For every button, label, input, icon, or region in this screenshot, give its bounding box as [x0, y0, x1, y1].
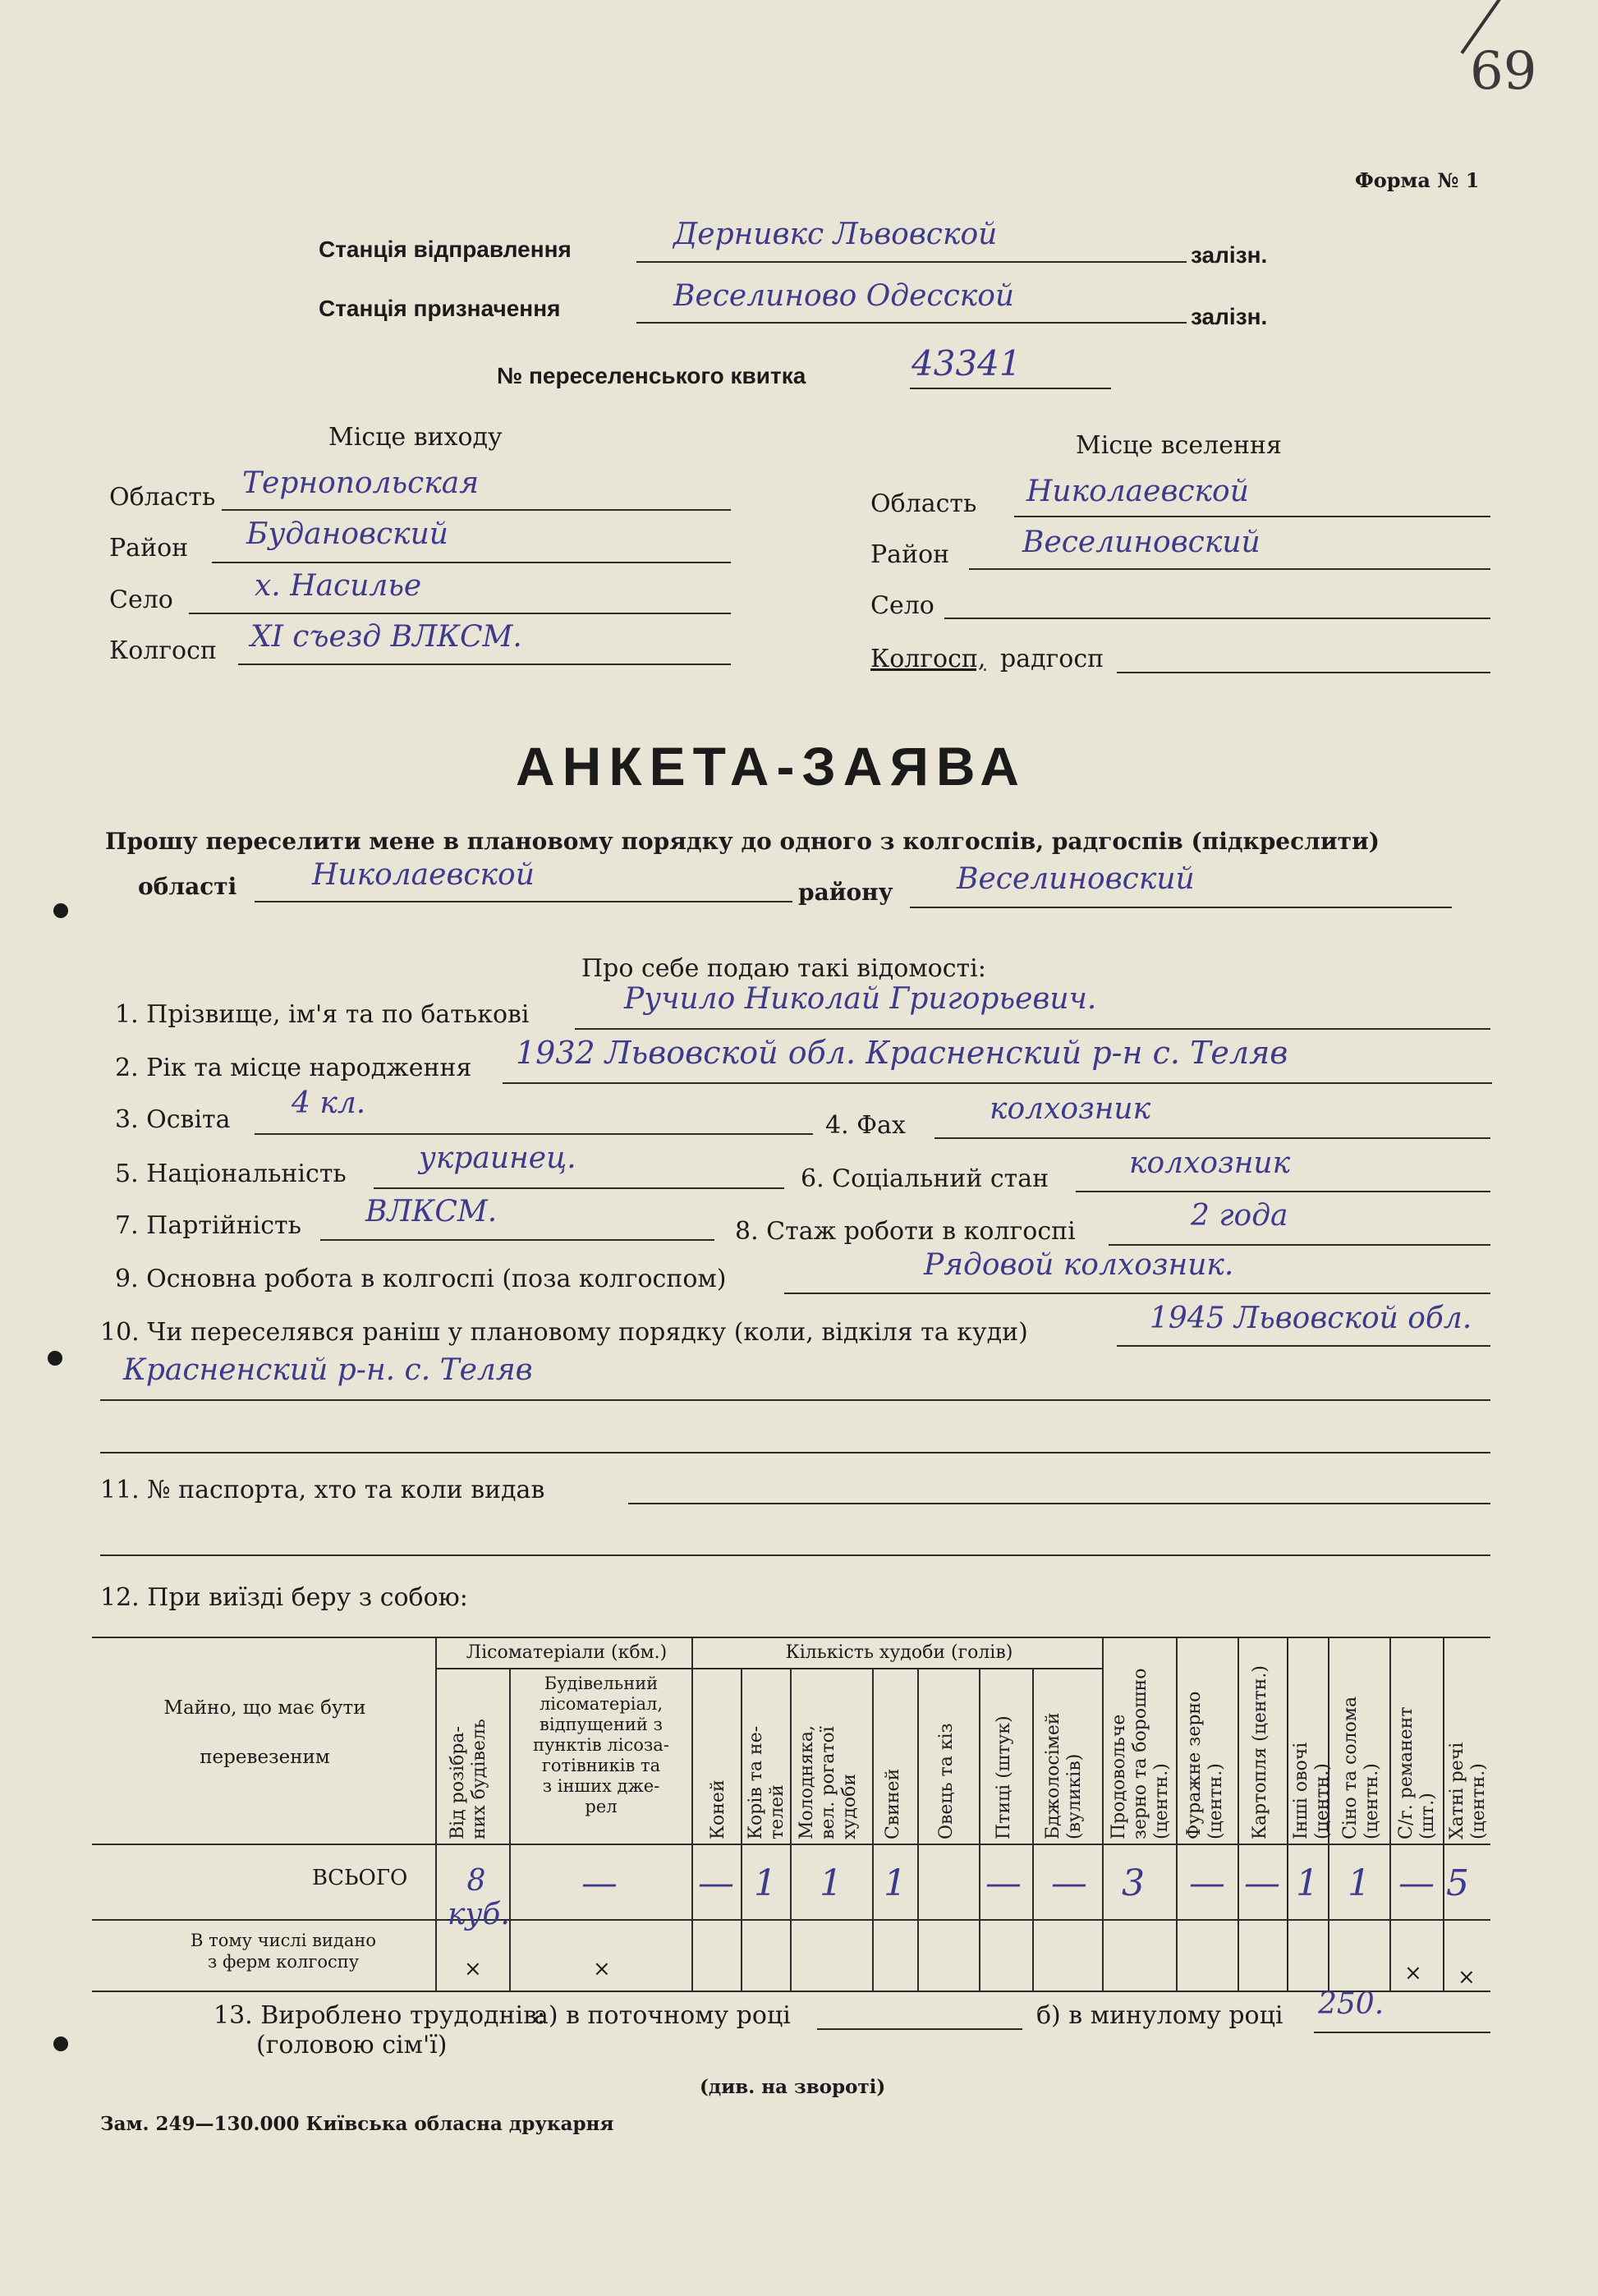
- table-vline: [509, 1668, 511, 1991]
- departure-label: Станція відправлення: [319, 236, 572, 262]
- see-reverse: (див. на звороті): [700, 2076, 886, 2098]
- item3-value: 4 кл.: [292, 1086, 366, 1120]
- exit-oblast-value: Тернопольская: [242, 466, 480, 500]
- table-vline: [1032, 1668, 1034, 1991]
- item7-label: 7. Партійність: [115, 1211, 301, 1240]
- item10-value1: 1945 Львовской обл.: [1150, 1302, 1472, 1335]
- binding-hole: [48, 1351, 62, 1366]
- table-bottom-line: [92, 1991, 1490, 1992]
- exit-selo-line: [189, 613, 731, 614]
- settle-oblast-value: Николаевской: [1026, 475, 1249, 508]
- item10-value2: Красненский р-н. с. Теляв: [123, 1353, 533, 1387]
- table-vline: [917, 1668, 919, 1991]
- table-vline: [691, 1637, 693, 1991]
- cell-young-cattle: 1: [820, 1862, 843, 1904]
- request-oblast-value: Николаевской: [312, 858, 535, 892]
- settle-radgosp-label: радгосп: [1000, 645, 1104, 673]
- settle-raion-value: Веселиновский: [1022, 526, 1260, 559]
- destination-line: [636, 322, 1187, 324]
- request-line1: Прошу переселити мене в плановому порядку до одного з колгоспів, радгоспів (підкреслити): [105, 828, 1380, 855]
- item11-line2: [100, 1554, 1490, 1556]
- item10-line1: [1117, 1345, 1490, 1347]
- col-building-timber: Будівельний лісоматеріал, відпущений з пунктів лісоза- готівників та з інших дже- рел: [533, 1674, 669, 1816]
- table-vline: [1238, 1637, 1239, 1991]
- settle-kolgosp-line: [1117, 672, 1490, 673]
- cell-hay: 1: [1348, 1862, 1371, 1904]
- farm-mark-dismantled: ×: [464, 1957, 482, 1981]
- cell-building-timber: —: [581, 1862, 618, 1904]
- item8-line: [1109, 1244, 1490, 1246]
- item10-line2: [100, 1399, 1490, 1401]
- destination-value: Веселиново Одесской: [673, 279, 1015, 313]
- request-oblast-line: [255, 901, 792, 902]
- binding-hole: [53, 2037, 68, 2051]
- binding-hole: [53, 903, 68, 918]
- col-fodder: Фуражне зерно (центн.): [1184, 1691, 1226, 1839]
- item9-value: Рядовой колхозник.: [924, 1248, 1234, 1282]
- settle-oblast-label: Область: [870, 489, 977, 518]
- ticket-label: № переселенського квитка: [497, 363, 806, 388]
- exit-oblast-line: [222, 509, 731, 511]
- workdays-previous-line: [1314, 2032, 1490, 2033]
- item1-label: 1. Прізвище, ім'я та по батькові: [115, 1000, 530, 1029]
- table-vline: [1176, 1637, 1178, 1991]
- ticket-line: [910, 388, 1111, 389]
- cell-beehives: —: [1051, 1862, 1087, 1904]
- workdays-label: 13. Вироблено трудоднів:: [214, 2001, 546, 2030]
- table-vline: [435, 1637, 437, 1991]
- request-raion-line: [910, 907, 1452, 908]
- request-raion-value: Веселиновский: [957, 862, 1195, 896]
- request-raion-label: району: [798, 879, 893, 906]
- table-vline: [1287, 1637, 1288, 1991]
- exit-raion-line: [212, 562, 731, 563]
- cell-dismantled: 8 куб.: [448, 1864, 510, 1931]
- exit-kolgosp-value: XI съезд ВЛКСМ.: [250, 620, 522, 654]
- item5-label: 5. Національність: [115, 1159, 347, 1188]
- settle-heading: Місце вселення: [1076, 431, 1282, 460]
- col-hay: Сіно та солома (центн.): [1340, 1696, 1382, 1839]
- destination-label: Станція призначення: [319, 296, 561, 321]
- workdays-previous-value: 250.: [1318, 1987, 1384, 2021]
- page-title: АНКЕТА-ЗАЯВА: [516, 736, 1026, 797]
- col-equipment: С/г. реманент (шт.): [1396, 1706, 1438, 1839]
- settle-raion-line: [969, 568, 1490, 570]
- item8-label: 8. Стаж роботи в колгоспі: [735, 1217, 1076, 1246]
- col-young-cattle: Молодняка, вел. рогатої худоби: [797, 1725, 860, 1839]
- group-timber: Лісоматеріали (кбм.): [466, 1642, 668, 1663]
- table-vline: [741, 1668, 742, 1991]
- item6-label: 6. Соціальний стан: [801, 1164, 1049, 1193]
- table-vline: [1389, 1637, 1391, 1991]
- col-dismantled: Від розібра- них будівель: [448, 1719, 489, 1839]
- table-vline: [872, 1668, 874, 1991]
- item10-label: 10. Чи переселявся раніш у плановому порядку (коли, відкіля та куди): [100, 1318, 1028, 1347]
- col-potatoes: Картопля (центн.): [1250, 1665, 1270, 1839]
- settle-raion-label: Район: [870, 540, 950, 569]
- settle-selo-label: Село: [870, 591, 934, 620]
- table-group-line: [435, 1668, 1102, 1669]
- col-cows: Корів та не- телей: [746, 1725, 788, 1839]
- item3-label: 3. Освіта: [115, 1105, 231, 1134]
- farm-mark-timber: ×: [593, 1957, 611, 1981]
- exit-raion-label: Район: [109, 534, 189, 563]
- settle-oblast-line: [1014, 516, 1490, 517]
- item12-label: 12. При виїзді беру з собою:: [100, 1583, 468, 1612]
- departure-line: [636, 261, 1187, 263]
- form-number: Форма № 1: [1355, 168, 1480, 192]
- item9-label: 9. Основна робота в колгоспі (поза колгоспом): [115, 1265, 727, 1293]
- cell-potatoes: —: [1244, 1862, 1280, 1904]
- item4-value: колхозник: [990, 1092, 1151, 1126]
- cell-equipment: —: [1398, 1862, 1435, 1904]
- item4-line: [934, 1137, 1490, 1139]
- cell-pigs: 1: [884, 1862, 907, 1904]
- item3-line: [255, 1133, 813, 1135]
- cell-fodder: —: [1189, 1862, 1225, 1904]
- departure-value: Дернивкс Львовской: [673, 218, 998, 251]
- item4-label: 4. Фах: [825, 1111, 906, 1140]
- item2-label: 2. Рік та місце народження: [115, 1054, 472, 1082]
- item7-line: [320, 1239, 714, 1241]
- col-horses: Коней: [708, 1779, 728, 1839]
- settle-selo-line: [944, 618, 1490, 619]
- cell-vegetables: 1: [1296, 1862, 1319, 1904]
- item11-label: 11. № паспорта, хто та коли видав: [100, 1476, 545, 1504]
- item2-line: [503, 1082, 1492, 1084]
- info-heading: Про себе подаю такі відомості:: [581, 954, 986, 983]
- exit-kolgosp-label: Колгосп: [109, 636, 217, 665]
- item7-value: ВЛКСМ.: [365, 1195, 498, 1228]
- cell-horses: —: [698, 1862, 734, 1904]
- ticket-value: 43341: [912, 343, 1022, 383]
- item9-line: [784, 1293, 1490, 1294]
- table-top-line: [92, 1637, 1490, 1638]
- col-food-grain: Продовольче зерно та борошно (центн.): [1109, 1668, 1172, 1839]
- item11-line1: [628, 1503, 1490, 1504]
- item5-line: [374, 1187, 784, 1189]
- item6-value: колхозник: [1129, 1146, 1291, 1180]
- col-household: Хатні речі (центн.): [1447, 1742, 1489, 1839]
- departure-suffix: залізн.: [1191, 242, 1268, 268]
- col-pigs: Свиней: [883, 1768, 903, 1839]
- group-cattle: Кількість худоби (голів): [785, 1642, 1013, 1663]
- table-vline: [1443, 1637, 1444, 1991]
- table-vline: [979, 1668, 980, 1991]
- row-farm-label: В тому числі видано з ферм колгоспу: [190, 1931, 377, 1972]
- col-vegetables: Інші овочі (центн.): [1291, 1742, 1333, 1839]
- item1-value: Ручило Николай Григорьевич.: [624, 982, 1097, 1016]
- workdays-previous-label: б) в минулому році: [1036, 2001, 1283, 2030]
- item10-line3: [100, 1452, 1490, 1453]
- cell-household: 5: [1446, 1862, 1469, 1904]
- row-total-label: ВСЬОГО: [312, 1866, 408, 1890]
- cell-poultry: —: [985, 1862, 1022, 1904]
- cell-food-grain: 3: [1122, 1862, 1145, 1904]
- col-property: Майно, що має бути перевезеним: [163, 1697, 366, 1768]
- exit-oblast-label: Область: [109, 483, 216, 512]
- destination-suffix: залізн.: [1191, 304, 1268, 329]
- item1-line: [575, 1028, 1490, 1030]
- workdays-current-label: а) в поточному році: [534, 2001, 791, 2030]
- col-beehives: Бджолосімей (вуликів): [1043, 1712, 1085, 1839]
- exit-heading: Місце виходу: [328, 423, 503, 452]
- item5-value: украинец.: [419, 1141, 576, 1175]
- exit-selo-value: х. Насилье: [255, 569, 422, 603]
- table-vline: [1102, 1637, 1104, 1991]
- exit-selo-label: Село: [109, 585, 173, 614]
- col-poultry: Птиці (штук): [994, 1715, 1014, 1839]
- item6-line: [1076, 1191, 1490, 1192]
- workdays-current-line: [817, 2028, 1022, 2030]
- farm-mark-equipment: ×: [1404, 1961, 1422, 1986]
- item8-value: 2 года: [1191, 1199, 1288, 1233]
- col-sheep: Овець та кіз: [936, 1723, 957, 1839]
- farm-mark-household: ×: [1458, 1965, 1476, 1990]
- archive-mark: 69: [1470, 41, 1537, 102]
- cell-cows: 1: [754, 1862, 777, 1904]
- exit-kolgosp-line: [238, 664, 731, 665]
- request-oblast-label: області: [138, 873, 237, 900]
- settle-kolgosp-label: Колгосп,: [870, 645, 986, 673]
- exit-raion-value: Будановский: [246, 517, 448, 551]
- item2-value: 1932 Львовской обл. Красненский р-н с. Теляв: [516, 1035, 1288, 1071]
- table-vline: [790, 1668, 792, 1991]
- printer-imprint: Зам. 249—130.000 Київська обласна друкарня: [100, 2113, 614, 2135]
- workdays-sublabel: (головою сім'ї): [256, 2031, 448, 2060]
